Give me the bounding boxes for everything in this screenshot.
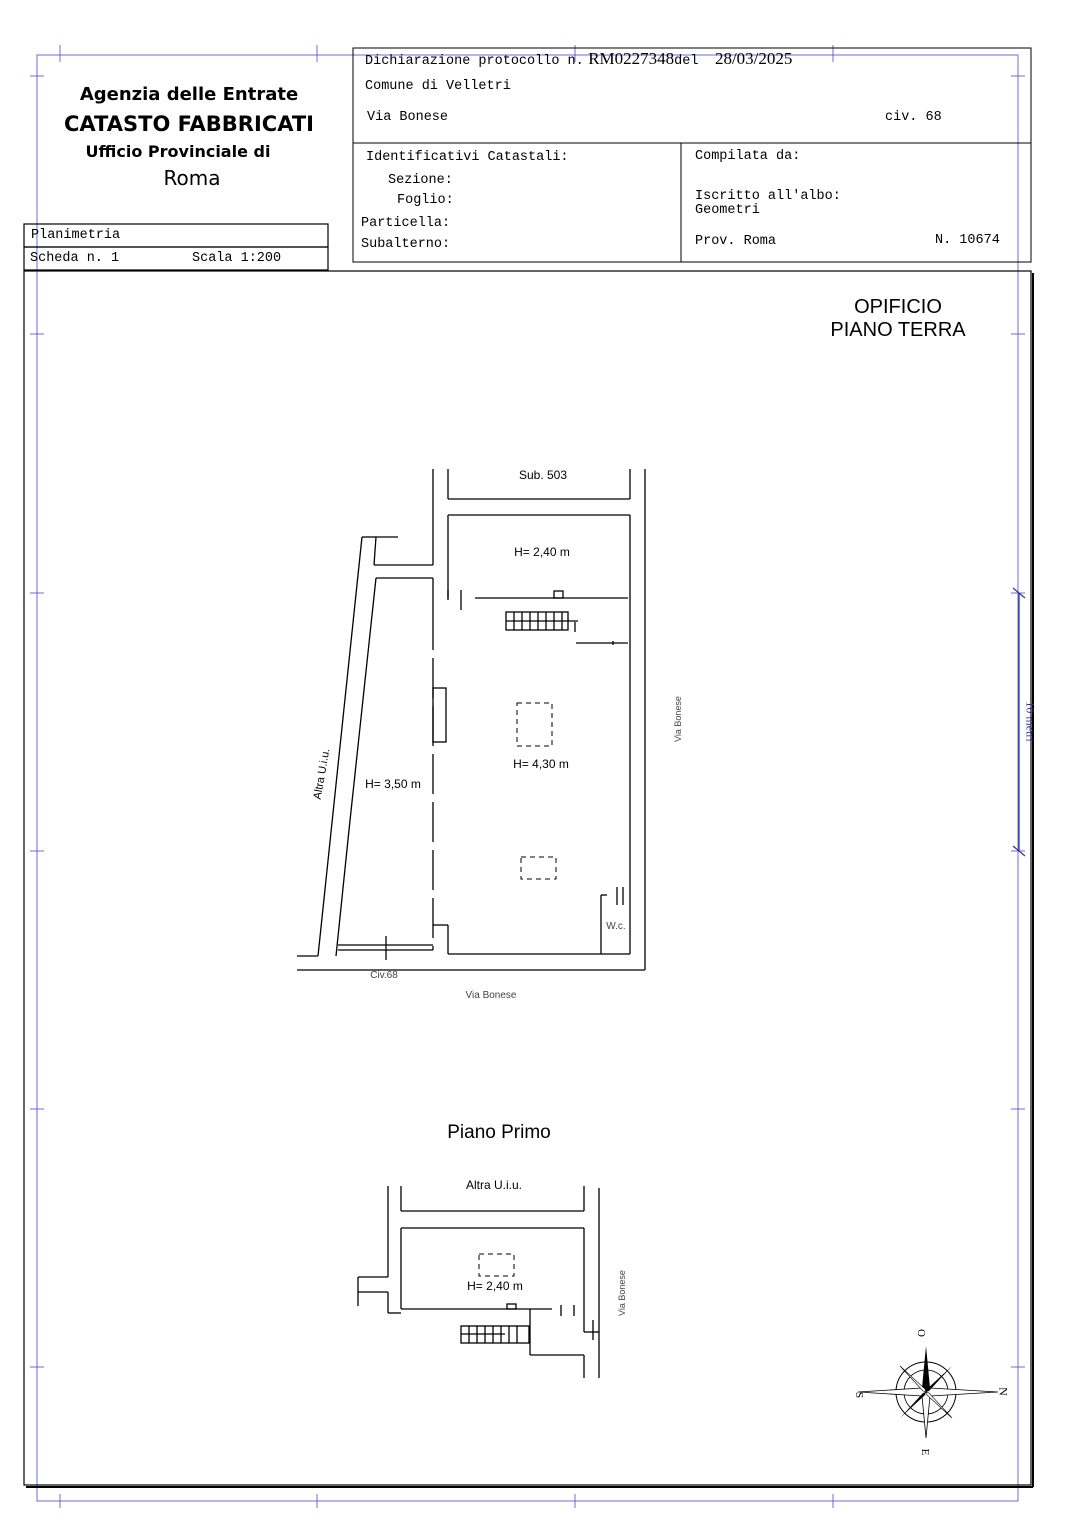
compass-icon xyxy=(858,1346,998,1438)
first-floor-title: Piano Primo xyxy=(447,1122,551,1143)
height-label-corridor: H= 3,50 m xyxy=(365,777,421,791)
registration-number: N. 10674 xyxy=(935,233,1000,248)
particella-label: Particella: xyxy=(361,216,451,231)
identifiers-title: Identificativi Catastali: xyxy=(366,150,569,165)
plan-title-line2: PIANO TERRA xyxy=(830,319,966,341)
document-type: Planimetria xyxy=(31,228,121,243)
protocol-number: RM0227348 xyxy=(588,49,675,68)
wall xyxy=(554,591,563,598)
sheet-number: Scheda n. 1 xyxy=(30,251,120,266)
wc-label: W.c. xyxy=(606,921,626,932)
first-floor-adjacent-unit: Altra U.i.u. xyxy=(465,1178,522,1192)
wall xyxy=(336,830,349,956)
compass-south-label: S xyxy=(853,1391,865,1399)
civic-label: Civ.68 xyxy=(370,970,398,981)
foglio-label: Foglio: xyxy=(397,193,454,208)
sezione-label: Sezione: xyxy=(388,173,453,188)
department-name: CATASTO FABBRICATI xyxy=(64,112,314,136)
wall xyxy=(349,578,376,830)
first-floor-height: H= 2,40 m xyxy=(467,1279,523,1293)
date-label: del xyxy=(674,54,699,69)
compass-west-label: O xyxy=(915,1329,927,1337)
registered-label: Iscritto all'albo: xyxy=(695,189,841,204)
province: Prov. Roma xyxy=(695,234,777,249)
office-label: Ufficio Provinciale di xyxy=(85,142,271,161)
protocol-date: 28/03/2025 xyxy=(714,49,793,68)
compiled-by-label: Compilata da: xyxy=(695,149,801,164)
height-label-top: H= 2,40 m xyxy=(514,545,570,559)
office-city: Roma xyxy=(163,166,221,190)
height-label-main: H= 4,30 m xyxy=(513,757,569,771)
subalterno-label: Subalterno: xyxy=(361,237,451,252)
agency-name: Agenzia delle Entrate xyxy=(79,84,299,105)
adjacent-unit-label: Altra U.i.u. xyxy=(311,747,333,801)
street-address: Via Bonese xyxy=(367,110,449,125)
scale-bar-label: 10 metri xyxy=(1023,701,1038,742)
compass-east-label: E xyxy=(919,1448,931,1456)
comune: Comune di Velletri xyxy=(365,79,511,94)
street-bottom-label: Via Bonese xyxy=(465,990,517,1001)
protocol-label: Dichiarazione protocollo n. xyxy=(365,54,584,69)
plan-title-line1: OPIFICIO xyxy=(854,296,942,318)
first-floor-street-label: Via Bonese xyxy=(617,1270,627,1316)
registered-profession: Geometri xyxy=(695,203,760,218)
plan-title xyxy=(818,296,978,342)
civic-number: civ. 68 xyxy=(885,110,942,125)
sub-label: Sub. 503 xyxy=(518,468,568,482)
drawing-scale: Scala 1:200 xyxy=(192,251,282,266)
street-side-label: Via Bonese xyxy=(673,696,683,742)
pillar xyxy=(433,688,446,742)
compass-north-label: N xyxy=(996,1387,1011,1396)
